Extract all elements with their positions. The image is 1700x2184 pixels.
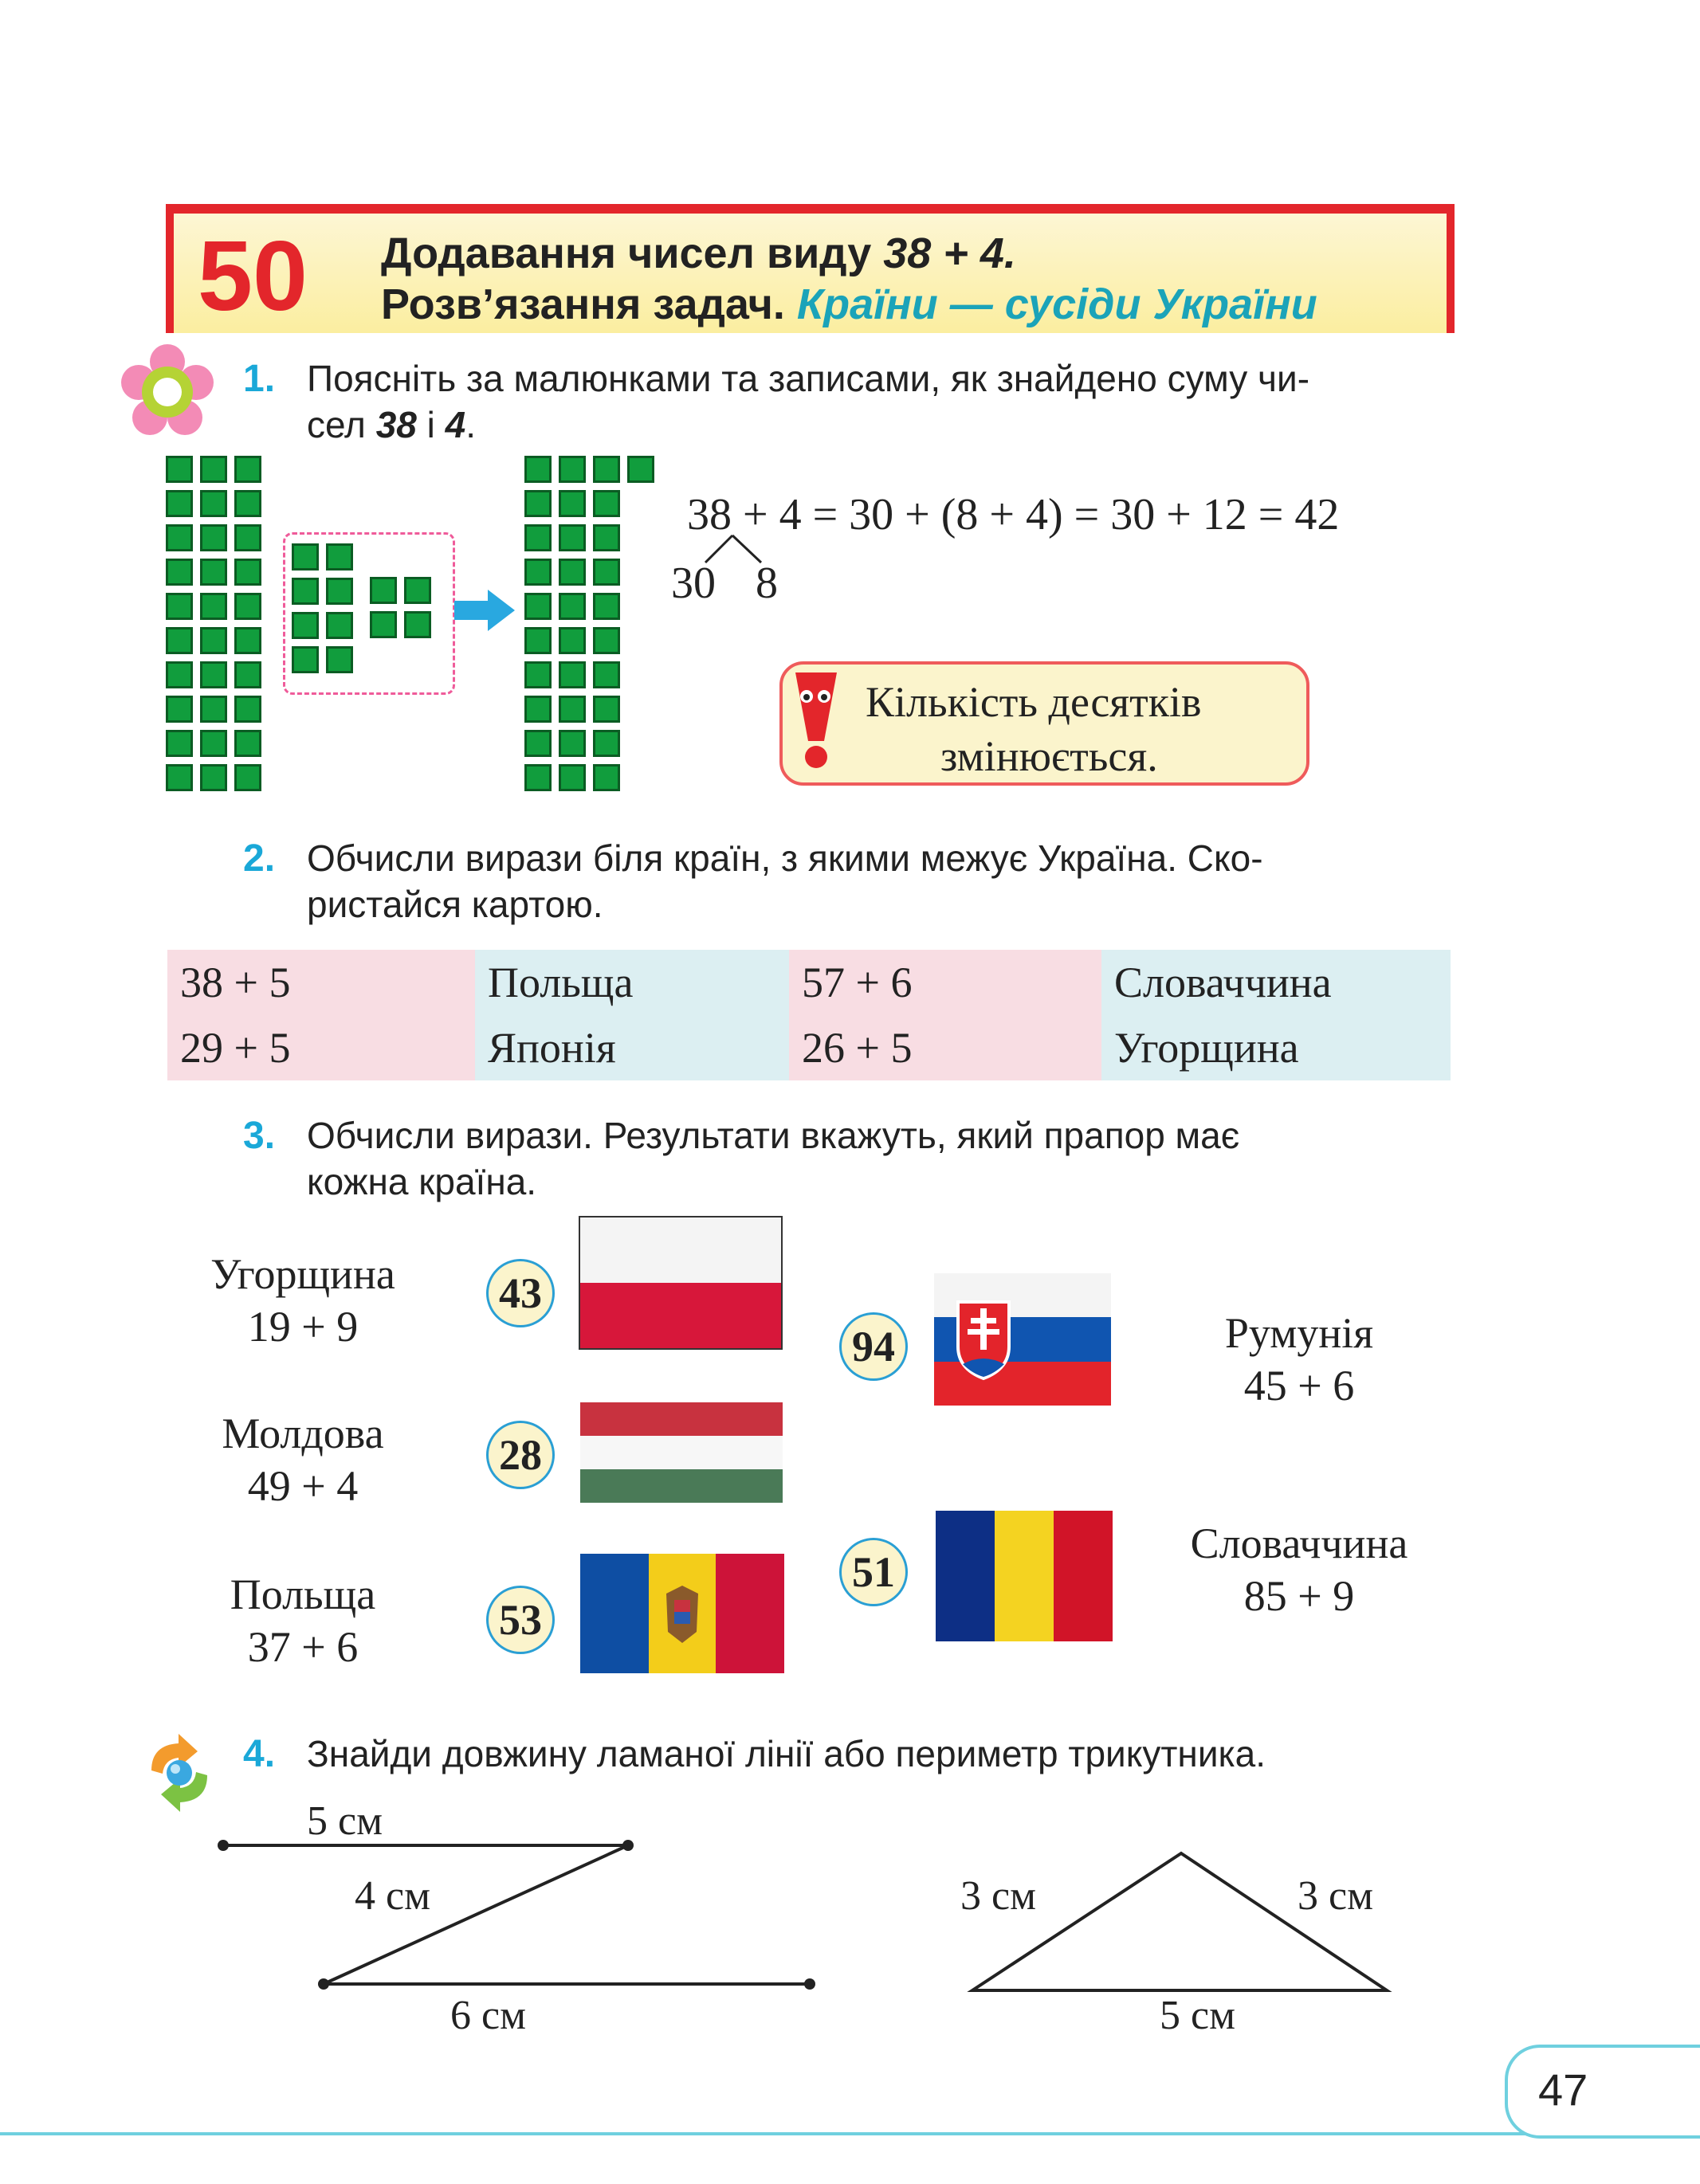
- flower-icon: [118, 343, 217, 441]
- unit-block: [234, 559, 261, 586]
- unit-block: [234, 524, 261, 551]
- unit-block: [524, 456, 552, 483]
- unit-block: [593, 593, 620, 620]
- lesson-number: 50: [198, 222, 308, 331]
- flag-poland-icon: [579, 1216, 783, 1350]
- unit-block: [593, 559, 620, 586]
- page-number-tab: [1505, 2045, 1700, 2139]
- flag-moldova-icon: [580, 1554, 784, 1673]
- unit-block: [234, 661, 261, 688]
- result-badge: 94: [839, 1312, 908, 1381]
- table-row: [167, 950, 1451, 1015]
- flag-romania-icon: [936, 1511, 1113, 1641]
- unit-block: [200, 559, 227, 586]
- unit-block: [234, 627, 261, 654]
- unit-block: [524, 559, 552, 586]
- unit-block: [200, 627, 227, 654]
- expr-cell: 38 + 5: [167, 950, 475, 1015]
- result-badge: 28: [486, 1421, 555, 1489]
- recycle-arrows-icon: [135, 1729, 223, 1817]
- unit-block: [593, 764, 620, 791]
- task3-number: 3.: [243, 1115, 276, 1157]
- unit-block: [559, 661, 586, 688]
- unit-block: [292, 646, 319, 673]
- result-badge: 51: [839, 1538, 908, 1606]
- country-cell: Польща: [475, 950, 789, 1015]
- task4-text: Знайди довжину ламаної лінії або периметр трикутника.: [307, 1733, 1266, 1774]
- triangle-figure: [964, 1847, 1395, 1995]
- country-cell: Угорщина: [1101, 1015, 1451, 1080]
- unit-block: [524, 661, 552, 688]
- unit-block: [200, 661, 227, 688]
- country-cell: Японія: [475, 1015, 789, 1080]
- unit-block: [166, 730, 193, 757]
- task1-text-line2: сел 38 і 4.: [307, 404, 477, 445]
- country-label-slovakia: Словаччина 85 + 9: [1190, 1519, 1408, 1620]
- unit-block: [200, 456, 227, 483]
- unit-block: [524, 730, 552, 757]
- unit-block: [200, 490, 227, 517]
- country-cell: Словаччина: [1101, 950, 1451, 1015]
- note-line2: змінюється.: [940, 732, 1158, 780]
- lesson-title-line1: Додавання чисел виду 38 + 4.: [381, 229, 1016, 277]
- unit-block: [370, 611, 397, 638]
- unit-block: [200, 764, 227, 791]
- flag-slovakia-icon: [934, 1273, 1111, 1406]
- split-ones: 8: [756, 559, 778, 608]
- triangle-label-right: 3 см: [1298, 1873, 1373, 1919]
- task3-text-line1: Обчисли вирази. Результати вкажуть, який прапор має: [307, 1115, 1240, 1156]
- footer-rule: [0, 2132, 1700, 2135]
- unit-block: [559, 730, 586, 757]
- unit-block: [166, 764, 193, 791]
- expr-cell: 57 + 6: [789, 950, 1101, 1015]
- unit-block: [292, 612, 319, 639]
- unit-block: [200, 696, 227, 723]
- unit-block: [326, 578, 353, 605]
- unit-block: [593, 661, 620, 688]
- unit-block: [234, 696, 261, 723]
- unit-block: [326, 612, 353, 639]
- segment-label-top: 5 см: [307, 1798, 383, 1844]
- unit-block: [234, 456, 261, 483]
- unit-block: [559, 559, 586, 586]
- task1-number: 1.: [243, 358, 276, 400]
- unit-block: [404, 611, 431, 638]
- unit-block: [166, 559, 193, 586]
- unit-block: [234, 730, 261, 757]
- triangle-label-left: 3 см: [960, 1873, 1036, 1919]
- segment-label-bottom: 6 см: [450, 1993, 526, 2038]
- unit-block: [200, 524, 227, 551]
- table-row: [167, 1015, 1451, 1080]
- unit-block: [593, 696, 620, 723]
- unit-block: [524, 764, 552, 791]
- countries-table: [167, 950, 1451, 1080]
- country-label-hungary: Угорщина 19 + 9: [210, 1250, 395, 1351]
- lesson-title-line2: Розв’язання задач. Країни — сусіди України: [381, 280, 1317, 328]
- unit-block: [166, 524, 193, 551]
- result-badge: 43: [486, 1259, 555, 1327]
- unit-block: [593, 524, 620, 551]
- unit-block: [326, 543, 353, 571]
- task4-number: 4.: [243, 1733, 276, 1775]
- arrow-right-icon: [453, 588, 516, 633]
- unit-block: [200, 593, 227, 620]
- unit-block: [559, 627, 586, 654]
- exclamation-icon: [789, 668, 845, 779]
- expr-cell: 29 + 5: [167, 1015, 475, 1080]
- expr-cell: 26 + 5: [789, 1015, 1101, 1080]
- unit-block: [559, 696, 586, 723]
- unit-block: [292, 578, 319, 605]
- unit-block: [166, 593, 193, 620]
- unit-block: [559, 456, 586, 483]
- unit-block: [166, 490, 193, 517]
- unit-block: [524, 627, 552, 654]
- task2-text-line2: ристайся картою.: [307, 884, 603, 925]
- split-tens: 30: [671, 559, 716, 608]
- unit-block: [370, 577, 397, 604]
- unit-block: [166, 661, 193, 688]
- unit-block: [234, 764, 261, 791]
- unit-block: [559, 593, 586, 620]
- unit-block: [524, 524, 552, 551]
- task2-text-line1: Обчисли вирази біля країн, з якими межує Україна. Ско-: [307, 837, 1263, 879]
- unit-block: [524, 696, 552, 723]
- country-label-moldova: Молдова 49 + 4: [222, 1410, 384, 1510]
- unit-block: [627, 456, 654, 483]
- unit-block: [166, 456, 193, 483]
- equation: 38 + 4 = 30 + (8 + 4) = 30 + 12 = 42: [687, 490, 1340, 539]
- note-line1: Кількість десятків: [866, 678, 1202, 726]
- unit-block: [404, 577, 431, 604]
- task3-text-line2: кожна країна.: [307, 1161, 537, 1202]
- unit-block: [326, 646, 353, 673]
- unit-block: [234, 490, 261, 517]
- triangle-label-bottom: 5 см: [1160, 1993, 1235, 2038]
- task2-number: 2.: [243, 837, 276, 880]
- unit-block: [593, 490, 620, 517]
- country-label-poland: Польща 37 + 6: [230, 1570, 376, 1671]
- unit-block: [524, 490, 552, 517]
- unit-block: [200, 730, 227, 757]
- segment-label-diag: 4 см: [355, 1873, 430, 1919]
- unit-block: [559, 524, 586, 551]
- unit-block: [524, 593, 552, 620]
- unit-block: [593, 627, 620, 654]
- flag-hungary-icon: [580, 1402, 783, 1503]
- unit-block: [166, 627, 193, 654]
- result-badge: 53: [486, 1586, 555, 1654]
- unit-block: [166, 696, 193, 723]
- unit-block: [559, 764, 586, 791]
- unit-block: [593, 730, 620, 757]
- unit-block: [292, 543, 319, 571]
- unit-block: [593, 456, 620, 483]
- broken-line-figure: [215, 1836, 821, 2000]
- country-label-romania: Румунія 45 + 6: [1224, 1309, 1374, 1410]
- unit-block: [234, 593, 261, 620]
- task1-text-line1: Поясніть за малюнками та записами, як знайдено суму чи-: [307, 358, 1310, 399]
- page-number: 47: [1538, 2064, 1588, 2115]
- unit-block: [559, 490, 586, 517]
